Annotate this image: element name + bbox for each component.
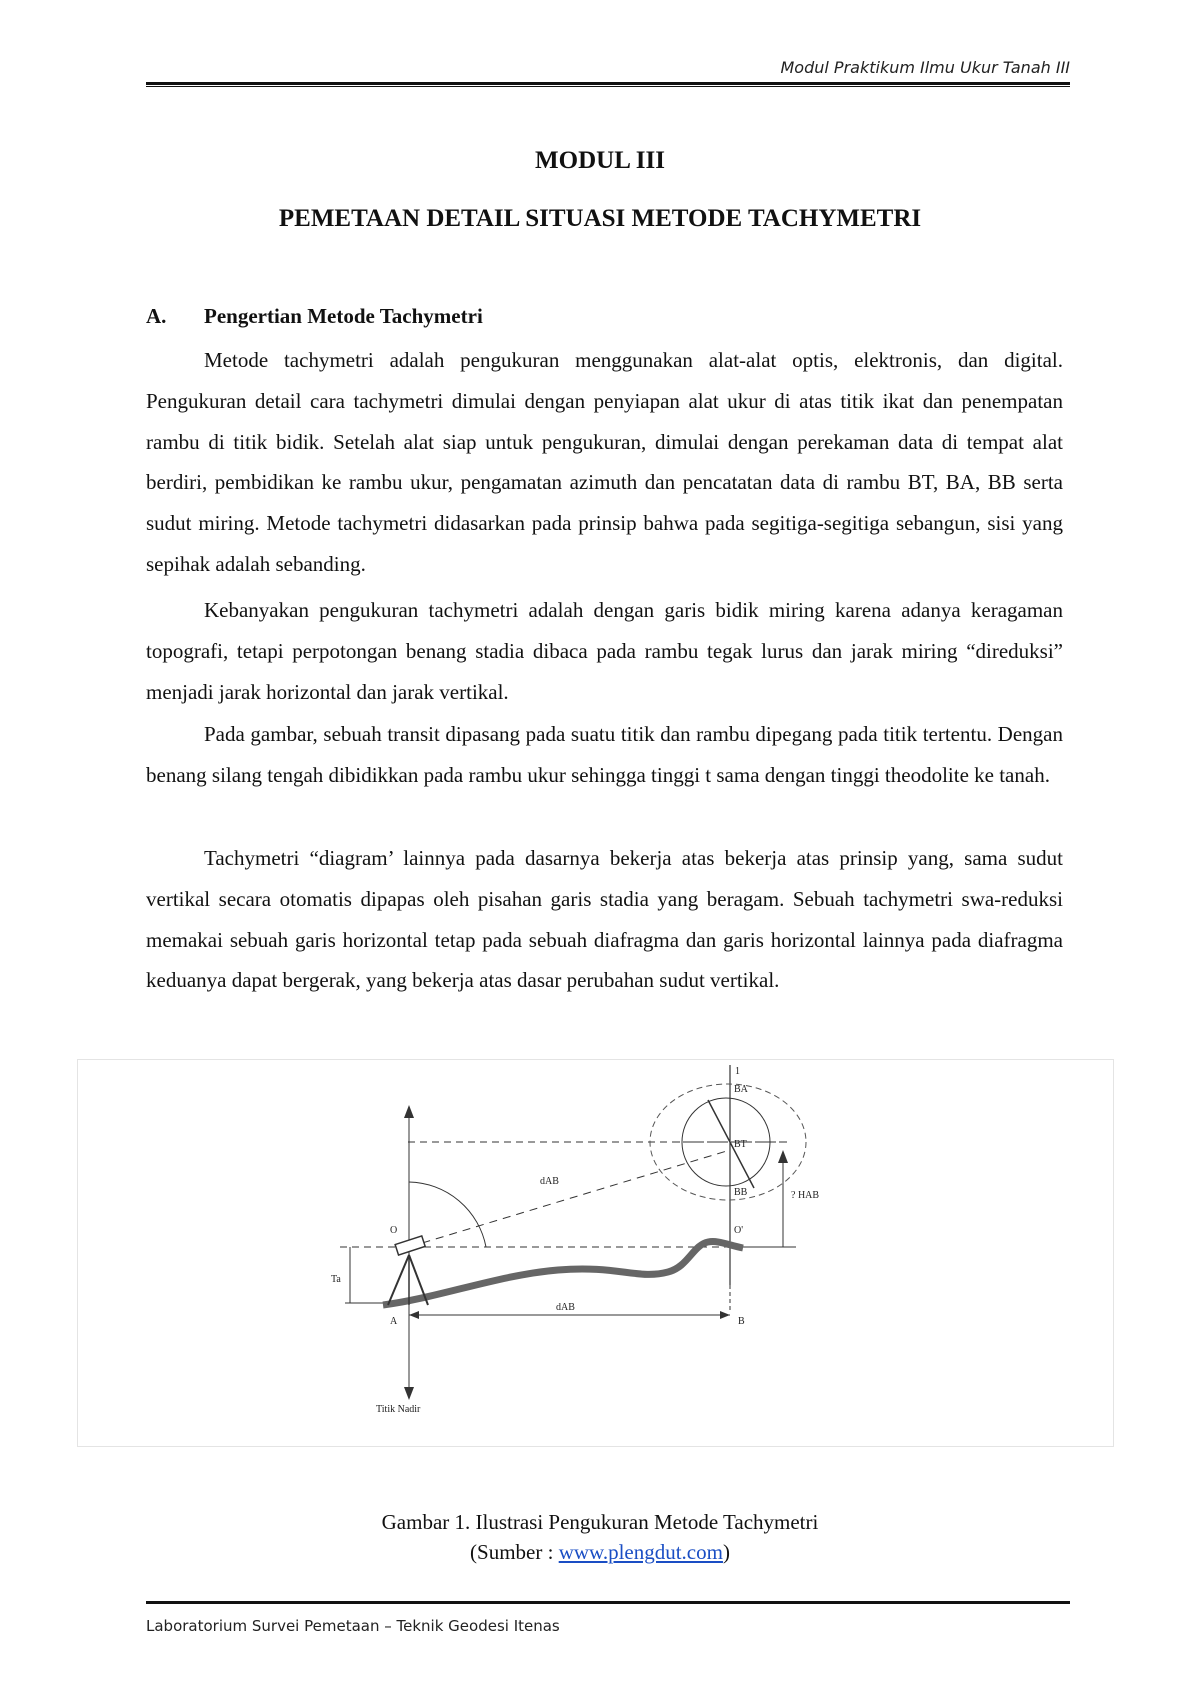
running-header: Modul Praktikum Ilmu Ukur Tanah III	[780, 58, 1070, 77]
label-o-prime: O'	[734, 1225, 744, 1236]
section-title: Pengertian Metode Tachymetri	[204, 304, 483, 328]
source-link[interactable]: www.plengdut.com	[558, 1540, 723, 1564]
nadir-arrow-head	[404, 1387, 414, 1400]
label-one: 1	[735, 1066, 740, 1077]
label-bt: BT	[734, 1139, 747, 1150]
ground-profile	[383, 1242, 743, 1305]
label-o: O	[390, 1225, 398, 1236]
label-dab: dAB	[556, 1302, 575, 1313]
reticle-cross-hair	[708, 1100, 754, 1188]
tachymetry-figure	[77, 1059, 1114, 1447]
figure-caption: Gambar 1. Ilustrasi Pengukuran Metode Tachymetri	[381, 1510, 819, 1534]
tripod-leg-left	[388, 1255, 409, 1305]
label-nadir: Titik Nadir	[376, 1404, 421, 1415]
label-ba: BA	[734, 1084, 748, 1095]
module-title: MODUL III	[535, 147, 665, 174]
paragraph-4	[146, 838, 1063, 1001]
section-heading	[146, 304, 483, 329]
paragraph-text: Pada gambar, sebuah transit dipasang pada suatu titik dan rambu dipegang pada titik tertentu. Dengan benang silang tengah dibidikkan pada rambu ukur sehingga tinggi t sama dengan tinggi theodolite ke tanah.	[146, 722, 1063, 787]
label-b: B	[738, 1316, 745, 1327]
footer-rule	[146, 1601, 1070, 1604]
paragraph-1	[146, 340, 1063, 585]
source-prefix: (Sumber :	[470, 1540, 559, 1564]
paragraph-text: Kebanyakan pengukuran tachymetri adalah dengan garis bidik miring karena adanya keragaman topografi, tetapi perpotongan benang stadia dibaca pada rambu tegak lurus dan jarak miring “direduksi” menjadi jarak horizontal dan jarak vertikal.	[146, 598, 1063, 704]
label-bb: BB	[734, 1187, 748, 1198]
label-a: A	[390, 1316, 398, 1327]
hab-arrow-head	[778, 1150, 788, 1163]
paragraph-3	[146, 714, 1063, 796]
slope-sight-line	[409, 1150, 730, 1247]
zenith-arrow-head	[404, 1105, 414, 1118]
source-suffix: )	[722, 1540, 730, 1564]
label-ta: Ta	[331, 1274, 341, 1285]
section-label: A.	[146, 304, 167, 328]
label-hab: ? HAB	[791, 1190, 820, 1201]
module-subject: PEMETAAN DETAIL SITUASI METODE TACHYMETRI	[278, 205, 922, 232]
paragraph-text: Metode tachymetri adalah pengukuran menggunakan alat-alat optis, elektronis, dan digital. Pengukuran detail cara tachymetri dimulai dengan penyiapan alat ukur di atas titik ikat dan penempatan rambu di titik bidik. Setelah alat siap untuk pengukuran, dimulai dengan perekaman data di tempat alat berdiri, pembidikan ke rambu ukur, pengamatan azimuth dan pencatatan data di rambu BT, BA, BB serta sudut miring. Metode tachymetri didasarkan pada prinsip bahwa pada segitiga-segitiga sebangun, sisi yang sepihak adalah sebanding.	[146, 348, 1063, 576]
running-footer: Laboratorium Survei Pemetaan – Teknik Geodesi Itenas	[146, 1617, 560, 1635]
paragraph-2	[146, 590, 1063, 712]
tachymetry-diagram	[78, 1060, 1113, 1446]
dab-arrow-left	[409, 1311, 419, 1319]
figure-source	[0, 1540, 1200, 1565]
paragraph-text: Tachymetri “diagram’ lainnya pada dasarnya bekerja atas bekerja atas prinsip yang, sama sudut vertikal secara otomatis dipapas oleh pisahan garis stadia yang beragam. Sebuah tachymetri swa-reduksi memakai sebuah garis horizontal tetap pada sebuah diafragma dan garis horizontal lainnya pada diafragma keduanya dapat bergerak, yang bekerja atas dasar perubahan sudut vertikal.	[146, 846, 1063, 993]
header-rule	[146, 82, 1070, 85]
header-rule-thin	[146, 86, 1070, 87]
label-dab-slope: dAB	[540, 1176, 559, 1187]
dab-arrow-right	[720, 1311, 730, 1319]
theodolite-telescope	[395, 1236, 425, 1255]
